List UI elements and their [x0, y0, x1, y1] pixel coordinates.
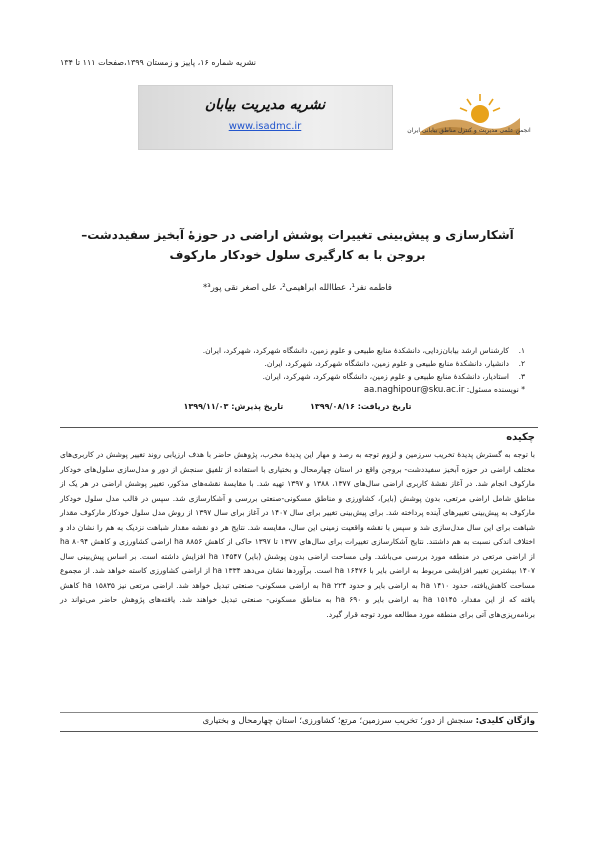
- affiliation-number: ۱.: [518, 346, 525, 355]
- journal-url-link[interactable]: www.isadmc.ir: [228, 121, 302, 132]
- author-list: فاطمه نفر¹، عطاالله ابراهیمی²، علی اصغر نقی پور³*: [203, 283, 392, 293]
- journal-banner: [138, 85, 393, 150]
- affiliation-item: [80, 370, 525, 383]
- submission-dates: [60, 402, 535, 411]
- paper-title: آشکارسازی و پیش‌بینی تغییرات پوشش اراضی در حوزۀ آبخیز سفیددشت– بروجن با به کارگیری سلول خودکار مارکوف: [81, 228, 514, 262]
- affiliation-item: [80, 357, 525, 370]
- corresponding-label: * نویسنده مسئول:: [466, 385, 525, 394]
- society-name: انجمن علمی مدیریت و کنترل مناطق بیابانی ایران: [407, 127, 531, 134]
- running-head: نشریه شماره ۱۶، پاییز و زمستان ۱۳۹۹،صفحات ۱۱۱ تا ۱۳۴: [60, 58, 256, 67]
- affiliation-text: کارشناس ارشد بیابان‌زدایی، دانشکدۀ منابع طبیعی و علوم زمین، دانشگاه شهرکرد، شهرکرد، ایران.: [202, 346, 509, 355]
- abstract-heading: چکیده: [506, 432, 535, 443]
- keywords-divider: [60, 731, 538, 732]
- keywords-text: سنجش از دور؛ تخریب سرزمین؛ مرتع؛ کشاورزی؛ استان چهارمحال و بختیاری: [202, 716, 473, 726]
- received-date: تاریخ دریافت: ۱۳۹۹/۰۸/۱۶: [310, 402, 412, 411]
- affiliation-list: [80, 344, 525, 397]
- affiliation-item: [80, 344, 525, 357]
- corresponding-author: [80, 383, 525, 397]
- affiliation-number: ۳.: [518, 372, 525, 381]
- abstract-body: با توجه به گسترش پدیدۀ تخریب سرزمین و لزوم توجه به رصد و مهار این پدیدۀ مخرب، پژوهش حاضر با هدف ارزیابی روند تغییر پوشش در کاربری‌های مختلف اراضی در حوزه آبخیز سفیددشت- بروجن واقع در استان چهارمحال و بختیاری با استفاده از تلفیق سنجش از دور و مدل‌سازی سلول‌های خودکار مارکوف انجام شد. در آغاز نقشۀ کاربری اراضی سال‌های ۱۳۷۷، ۱۳۸۸ و ۱۳۹۷ تهیه شد. با مقایسۀ نقشه‌های مذکور، تغییر پوشش اراضی در هر یک از مناطق شامل اراضی مرتعی، بدون پوشش (بایر)، کشاورزی و مناطق مسکونی-صنعتی بررسی و آشکارسازی شد. سپس در قالب مدل سلول خودکار مارکوف به پیش‌بینی تغییرهای آینده پرداخته شد. برای پیش‌بینی تغییر برای سال ۱۴۰۷ در آغاز برای سال ۱۳۹۷ از روش مدل سلول خودکار مارکوف مقدار شباهت برای این سال مدل‌سازی شد و سپس با نقشه واقعیت زمینی این سال، مقایسه شد. نتایج هر دو نقشه مقدار شباهت نزدیک به هم را نشان داد و اختلاف اندکی نسبت به هم داشتند. نتایج آشکارسازی تغییرات برای سال‌های ۱۳۷۷ تا ۱۳۹۷ حاکی از کاهش ha ۸۸۵۶ اراضی کشاورزی و کاهش ha ۸۰۹۴ از اراضی مرتعی در منطقه مورد بررسی می‌باشد. ولی مساحت اراضی بدون پوشش (بایر) ha ۱۴۵۴۷ افزایش داشته است. بر اساس پیش‌بینی سال ۱۴۰۷ بیشترین تغییر افزایشی مربوط به اراضی بایر با ha ۱۶۴۷۶ است. برآوردها نشان می‌دهد ha ۱۳۳۴ از اراضی کشاورزی کاسته خواهد شد. از مجموع مساحت کاهش‌یافته، حدود ha ۱۴۱۰ به اراضی بایر و حدود ha ۲۲۴ به اراضی مسکونی- صنعتی تبدیل خواهد شد. اراضی مرتعی نیز ha ۱۵۸۳۵ کاهش یافته که از این مقدار، ha ۱۵۱۴۵ به اراضی بایر و ha ۶۹۰ به مناطق مسکونی- صنعتی تبدیل خواهند شد. یافته‌های پژوهش حاضر می‌تواند در برنامه‌ریزی‌های آتی برای منطقه مورد مطالعه مورد توجه قرار گیرد.: [60, 450, 535, 619]
- affiliation-text: دانشیار، دانشکدۀ منابع طبیعی و علوم زمین، دانشگاه شهرکرد، شهرکرد، ایران.: [264, 359, 509, 368]
- accepted-date: تاریخ پذیرش: ۱۳۹۹/۱۱/۰۳: [183, 402, 284, 411]
- sun-icon: [460, 94, 500, 123]
- keywords-line: [60, 716, 535, 726]
- affiliation-text: استادیار، دانشکدۀ منابع طبیعی و علوم زمین، دانشگاه شهرکرد، شهرکرد، ایران.: [262, 372, 509, 381]
- abstract-divider: [60, 712, 538, 713]
- keywords-label: واژگان کلیدی:: [475, 716, 535, 726]
- journal-title: نشریه مدیریت بیابان: [204, 97, 326, 113]
- corresponding-email-link[interactable]: aa.naghipour@sku.ac.ir: [363, 385, 465, 395]
- affiliation-number: ۲.: [518, 359, 525, 368]
